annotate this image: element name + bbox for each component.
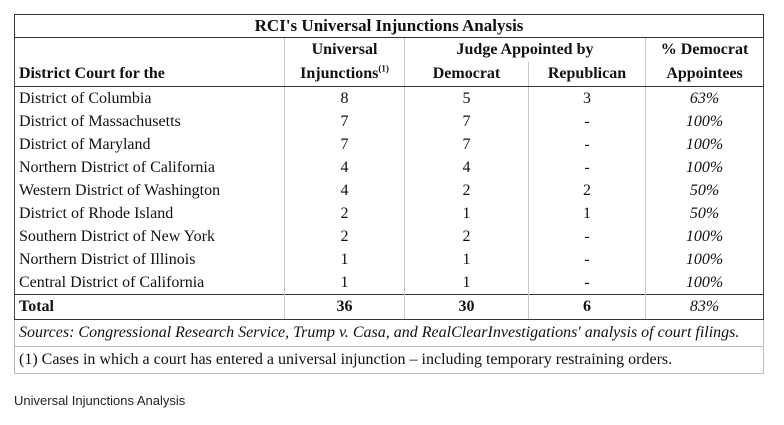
figure-caption: Universal Injunctions Analysis: [14, 393, 186, 408]
row-injunctions: 8: [285, 87, 405, 111]
row-democrat: 1: [405, 202, 529, 225]
total-row: [15, 295, 764, 320]
header-row-top: [15, 38, 764, 63]
row-district: Western District of Washington: [15, 179, 285, 202]
table-row: [15, 156, 764, 179]
row-pct-democrat: 50%: [646, 179, 764, 202]
table-row: [15, 202, 764, 225]
header-district: District Court for the: [15, 62, 285, 87]
injunctions-table-figure: [14, 14, 763, 374]
row-democrat: 7: [405, 110, 529, 133]
row-democrat: 4: [405, 156, 529, 179]
table-row: [15, 179, 764, 202]
table-title: RCI's Universal Injunctions Analysis: [15, 15, 764, 38]
table-row: [15, 271, 764, 295]
row-pct-democrat: 100%: [646, 271, 764, 295]
footnote-note: (1) Cases in which a court has entered a universal injunction – including temporary restraining orders.: [15, 347, 764, 374]
header-injunctions: Injunctions$^{(1)}$: [285, 62, 405, 87]
sources-row: [15, 320, 764, 347]
row-democrat: 5: [405, 87, 529, 111]
row-injunctions: 2: [285, 225, 405, 248]
injunctions-footnote-marker: (1): [378, 63, 389, 74]
row-pct-democrat: 63%: [646, 87, 764, 111]
row-injunctions: 7: [285, 110, 405, 133]
row-democrat: 7: [405, 133, 529, 156]
row-district: District of Massachusetts: [15, 110, 285, 133]
row-injunctions: 2: [285, 202, 405, 225]
table-row: [15, 87, 764, 111]
row-republican: 2: [529, 179, 646, 202]
row-democrat: 1: [405, 248, 529, 271]
row-injunctions: 1: [285, 271, 405, 295]
row-republican: -: [529, 225, 646, 248]
header-republican: Republican: [529, 62, 646, 87]
injunctions-table: [14, 14, 764, 374]
row-district: Southern District of New York: [15, 225, 285, 248]
header-democrat: Democrat: [405, 62, 529, 87]
row-republican: -: [529, 133, 646, 156]
row-republican: -: [529, 156, 646, 179]
header-appointees: Appointees: [646, 62, 764, 87]
row-republican: 1: [529, 202, 646, 225]
total-democrat: 30: [405, 295, 529, 320]
sources-note: Sources: Congressional Research Service, Trump v. Casa, and RealClearInvestigations' analysis of court filings.: [15, 320, 764, 347]
table-row: [15, 225, 764, 248]
row-district: Central District of California: [15, 271, 285, 295]
total-pct: 83%: [646, 295, 764, 320]
footnote-row: [15, 347, 764, 374]
row-district: District of Rhode Island: [15, 202, 285, 225]
total-republican: 6: [529, 295, 646, 320]
header-universal: Universal: [285, 38, 405, 63]
row-injunctions: 7: [285, 133, 405, 156]
row-pct-democrat: 100%: [646, 110, 764, 133]
row-democrat: 1: [405, 271, 529, 295]
total-injunctions: 36: [285, 295, 405, 320]
table-row: [15, 110, 764, 133]
row-republican: -: [529, 271, 646, 295]
row-district: District of Maryland: [15, 133, 285, 156]
row-district: Northern District of Illinois: [15, 248, 285, 271]
table-title-row: [15, 15, 764, 38]
row-republican: 3: [529, 87, 646, 111]
row-district: Northern District of California: [15, 156, 285, 179]
row-injunctions: 1: [285, 248, 405, 271]
row-injunctions: 4: [285, 156, 405, 179]
row-pct-democrat: 100%: [646, 156, 764, 179]
table-row: [15, 248, 764, 271]
row-injunctions: 4: [285, 179, 405, 202]
row-pct-democrat: 100%: [646, 133, 764, 156]
row-democrat: 2: [405, 225, 529, 248]
header-pct-democrat: % Democrat: [646, 38, 764, 63]
row-district: District of Columbia: [15, 87, 285, 111]
total-label: Total: [15, 295, 285, 320]
header-judge-appointed-by: Judge Appointed by: [405, 38, 646, 63]
row-pct-democrat: 100%: [646, 225, 764, 248]
row-pct-democrat: 100%: [646, 248, 764, 271]
row-republican: -: [529, 110, 646, 133]
row-republican: -: [529, 248, 646, 271]
table-row: [15, 133, 764, 156]
row-pct-democrat: 50%: [646, 202, 764, 225]
row-democrat: 2: [405, 179, 529, 202]
header-row-bottom: [15, 62, 764, 87]
